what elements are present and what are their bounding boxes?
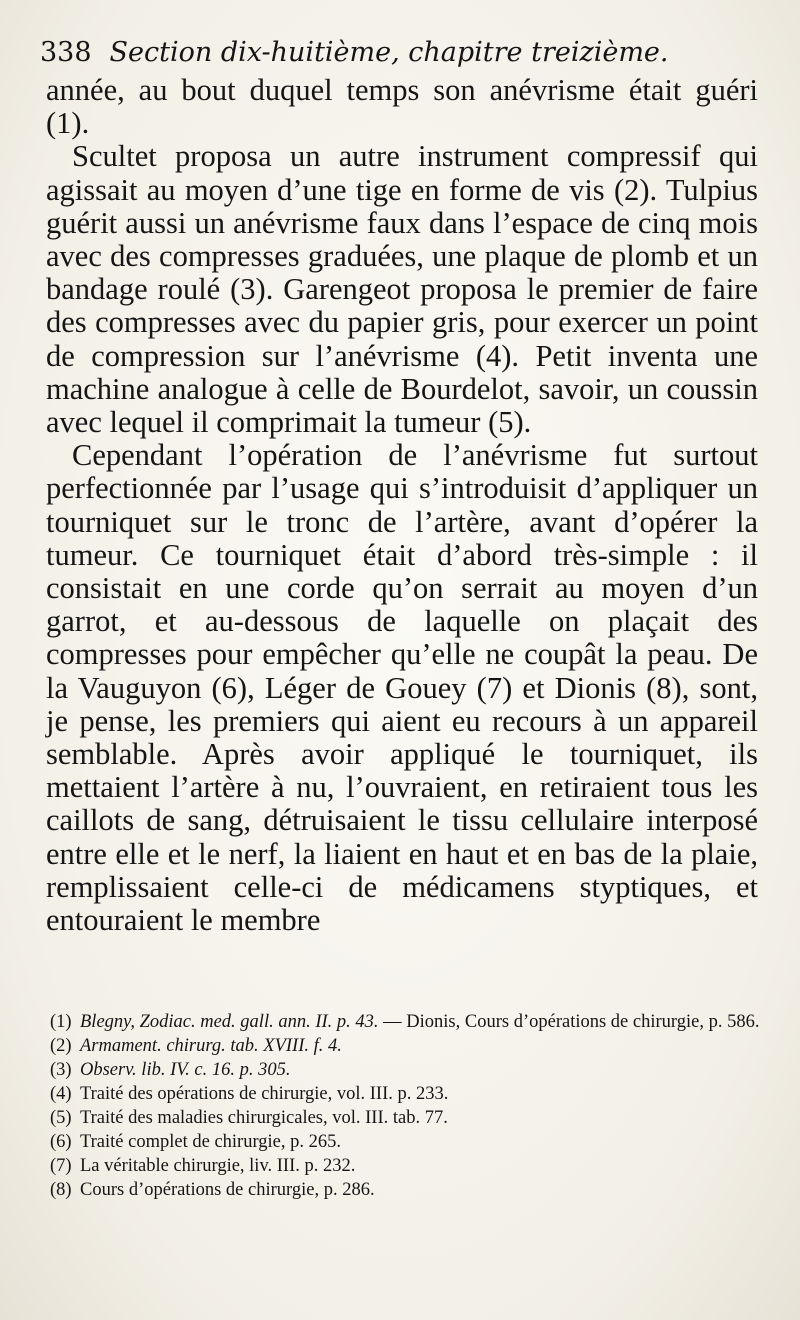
footnote-8: (8) Cours d’opérations de chirurgie, p. 286. (50, 1180, 375, 1200)
footnotes (50, 1010, 762, 1202)
paragraph-continued: année, au bout duquel temps son anévrisme était guéri (1). (46, 73, 758, 141)
footnote-4: (4) Traité des opérations de chirurgie, vol. III. p. 233. (50, 1084, 449, 1104)
paragraph: Scultet proposa un autre instrument compressif qui agissait au moyen d’une tige en forme de vis (2). Tulpius guérit aussi un anévrisme faux dans l’espace de cinq mois avec des compresses graduées, une plaque de plomb et un bandage roulé (3). Garengeot proposa le premier de faire des compresses avec du papier gris, pour exercer un point de compression sur l’anévrisme (4). Petit inventa une machine analogue à celle de Bourdelot, savoir, un coussin avec lequel il comprimait la tumeur (5). (46, 139, 758, 440)
page-header (40, 36, 760, 70)
footnote-6: (6) Traité complet de chirurgie, p. 265. (50, 1132, 342, 1152)
body-text (46, 74, 758, 937)
page-number: 338 (40, 37, 92, 68)
running-title: Section dix-huitième, chapitre treizième. (109, 37, 669, 68)
footnote-2: (2) Armament. chirurg. tab. XVIII. f. 4. (50, 1036, 342, 1056)
footnote-3: (3) Observ. lib. IV. c. 16. p. 305. (50, 1060, 291, 1080)
footnote-7: (7) La véritable chirurgie, liv. III. p. 232. (50, 1156, 356, 1176)
footnote-5: (5) Traité des maladies chirurgicales, vol. III. tab. 77. (50, 1108, 448, 1128)
paragraph: Cependant l’opération de l’anévrisme fut surtout perfectionnée par l’usage qui s’introduisit d’appliquer un tourniquet sur le tronc de l’artère, avant d’opérer la tumeur. Ce tourniquet était d’abord très-simple : il consistait en une corde qu’on serrait au moyen d’un garrot, et au-dessous de laquelle on plaçait des compresses pour empêcher qu’elle ne coupât la peau. De la Vauguyon (6), Léger de Gouey (7) et Dionis (8), sont, je pense, les premiers qui aient eu recours à un appareil semblable. Après avoir appliqué le tourniquet, ils mettaient l’artère à nu, l’ouvraient, en retiraient tous les caillots de sang, détruisaient le tissu cellulaire interposé entre elle et le nerf, la liaient en haut et en bas de la plaie, remplissaient celle-ci de médicamens styptiques, et entouraient le membre (46, 438, 758, 938)
footnote-1: (1) Blegny, Zodiac. med. gall. ann. II. p. 43. — Dionis, Cours d’opérations de chirurgie, p. 586. (50, 1012, 760, 1032)
